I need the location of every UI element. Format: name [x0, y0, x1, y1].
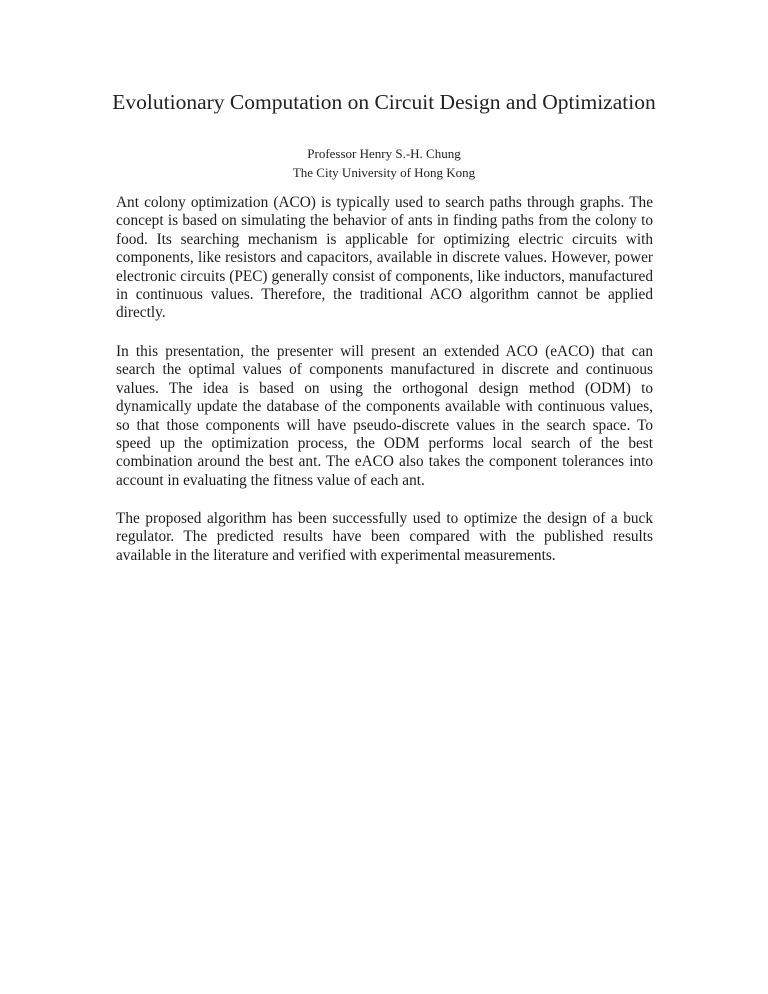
author-affiliation: The City University of Hong Kong [292, 165, 476, 180]
abstract-paragraph-1: Ant colony optimization (ACO) is typically used to search paths through graphs. The concept is based on simulating the behavior of ants in finding paths from the colony to food. Its searching mechanism is applicable for optimizing electric circuits with components, like resistors and capacitors, available in discrete values. However, power electronic circuits (PEC) generally consist of components, like inductors, manufactured in continuous values. Therefore, the traditional ACO algorithm cannot be applied directly. [116, 194, 653, 322]
author-name: Professor Henry S.-H. Chung [307, 146, 461, 161]
abstract-paragraph-3: The proposed algorithm has been successfully used to optimize the design of a buck regulator. The predicted results have been compared with the published results available in the literature and verified with experimental measurements. [116, 510, 653, 564]
abstract-paragraph-2: In this presentation, the presenter will present an extended ACO (eACO) that can search the optimal values of components manufactured in discrete and continuous values. The idea is based on using the orthogonal design method (ODM) to dynamically update the database of the components available with continuous values, so that those components will have pseudo-discrete values in the search space. To speed up the optimization process, the ODM performs local search of the best combination around the best ant. The eACO also takes the component tolerances into account in evaluating the fitness value of each ant. [116, 343, 653, 489]
document-title: Evolutionary Computation on Circuit Design and Optimization [112, 90, 656, 114]
